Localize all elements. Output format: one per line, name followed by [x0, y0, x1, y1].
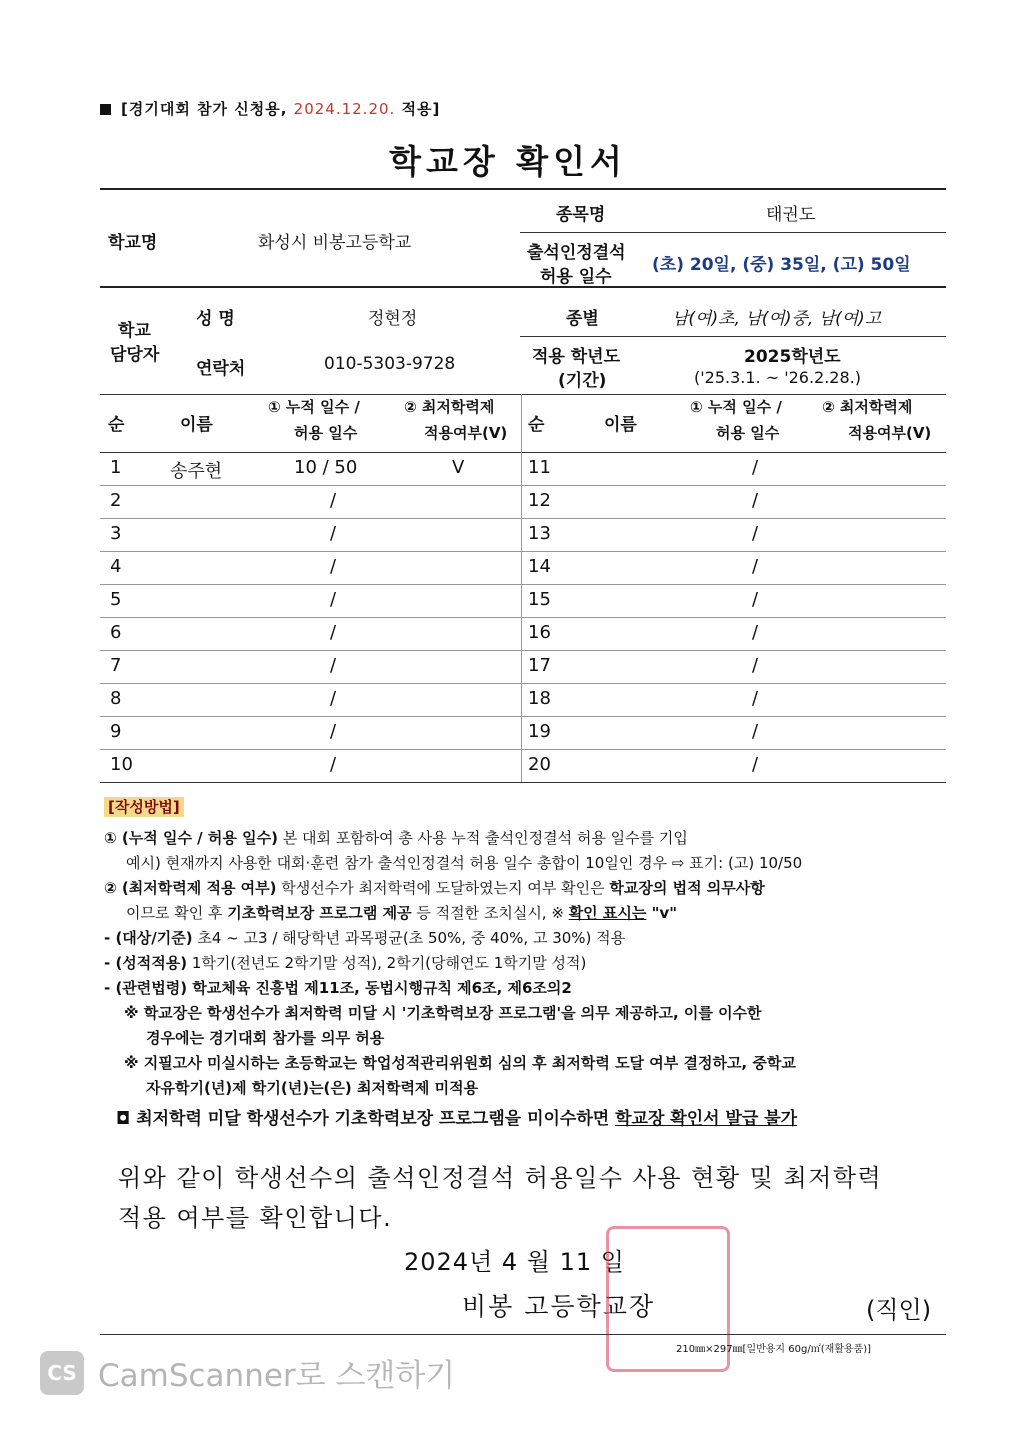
days-used: / [752, 457, 759, 478]
divider [520, 232, 946, 233]
col-name-right: 이름 [604, 415, 637, 435]
days-used: / [752, 688, 759, 709]
days-used: / [330, 589, 337, 610]
divider [100, 286, 946, 288]
days-used: / [752, 754, 759, 775]
row-divider [100, 617, 946, 618]
school-name-label: 학교명 [108, 233, 158, 253]
days-used: / [330, 556, 337, 577]
row-number: 12 [528, 490, 551, 511]
row-number: 17 [528, 655, 551, 676]
period-value: ('25.3.1. ~ '26.2.28.) [694, 368, 861, 387]
seal-label: (직인) [866, 1296, 932, 1324]
days-used: / [752, 655, 759, 676]
col-no-right: 순 [528, 415, 545, 435]
bullet-grades: - (성적적용) 1학기(전년도 2학기말 성적), 2학기(당해연도 1학기말 성적) [104, 954, 587, 972]
row-divider [100, 485, 946, 486]
absence-value: (초) 20일, (중) 35일, (고) 50일 [652, 255, 911, 275]
row-number: 16 [528, 622, 551, 643]
row-number: 3 [110, 523, 122, 544]
min-academic-check: V [452, 457, 465, 478]
page-title: 학교장 확인서 [389, 142, 627, 181]
col-name-left: 이름 [180, 415, 213, 435]
header-date: 2024.12.20. [293, 100, 396, 118]
warning-box: ◘ 최저학력 미달 학생선수가 기초학력보장 프로그램을 미이수하면 학교장 확인서 발급 불가 [116, 1109, 798, 1129]
remark-1: ※ 학교장은 학생선수가 최저학력 미달 시 '기초학력보장 프로그램'을 의무 제공하고, 이를 이수한 [124, 1004, 762, 1022]
school-principal: 비봉 고등학교장 [462, 1292, 655, 1321]
athlete-name: 송주현 [170, 461, 223, 482]
event-label: 종목명 [556, 205, 606, 225]
school-name: 화성시 비봉고등학교 [258, 233, 412, 253]
divider [100, 452, 946, 453]
bullet-target: - (대상/기준) 초4 ~ 고3 / 해당학년 과목평균(초 50%, 중 40%, 고 30%) 적용 [104, 929, 626, 947]
row-number: 14 [528, 556, 551, 577]
row-divider [100, 716, 946, 717]
row-number: 8 [110, 688, 122, 709]
row-number: 18 [528, 688, 551, 709]
remark-2-cont: 자유학기(년)제 학기(년)는(은) 최저학력제 미적용 [146, 1079, 479, 1097]
row-number: 10 [110, 754, 133, 775]
row-number: 20 [528, 754, 551, 775]
row-number: 6 [110, 622, 122, 643]
remark-1-cont: 경우에는 경기대회 참가를 의무 허용 [146, 1029, 385, 1047]
divider [100, 782, 946, 783]
days-used: 10 / 50 [294, 457, 358, 478]
row-number: 1 [110, 457, 122, 478]
days-used: / [752, 589, 759, 610]
divider [100, 1334, 946, 1335]
divider [100, 394, 946, 395]
col-min-right: ② 최저학력제 적용여부(V) [822, 398, 932, 442]
row-number: 7 [110, 655, 122, 676]
days-used: / [752, 523, 759, 544]
days-used: / [330, 655, 337, 676]
days-used: / [752, 490, 759, 511]
row-number: 19 [528, 721, 551, 742]
row-number: 13 [528, 523, 551, 544]
form-header: [경기대회 참가 신청용, 2024.12.20. 적용] [100, 98, 440, 119]
manager-contact: 010-5303-9728 [324, 354, 456, 374]
manager-label: 학교 [118, 321, 151, 341]
row-number: 2 [110, 490, 122, 511]
days-used: / [330, 754, 337, 775]
remark-2: ※ 지필고사 미실시하는 초등학교는 학업성적관리위원회 심의 후 최저학력 도달 여부 결정하고, 중학교 [124, 1054, 796, 1072]
days-used: / [752, 622, 759, 643]
event-value: 태권도 [766, 205, 816, 225]
row-divider [100, 749, 946, 750]
square-bullet-icon [100, 104, 111, 115]
divider [520, 336, 946, 337]
days-used: / [330, 523, 337, 544]
paper-spec: 210㎜×297㎜[일반용지 60g/㎡(재활용품)] [676, 1344, 872, 1355]
column-divider [521, 394, 522, 782]
confirmation-text: 위와 같이 학생선수의 출석인정결석 허용일수 사용 현황 및 최저학력 적용 여부를 확인합니다. [118, 1164, 883, 1232]
row-number: 11 [528, 457, 551, 478]
days-used: / [330, 721, 337, 742]
note-2-cont: 이므로 확인 후 기초학력보장 프로그램 제공 등 적절한 조치실시, ※ 확인 표시는 "v" [126, 904, 678, 922]
divider [100, 188, 946, 190]
year-label: 적용 학년도 [532, 347, 621, 367]
instructions-heading: [작성방법] [104, 797, 184, 817]
days-used: / [752, 556, 759, 577]
days-used: / [330, 688, 337, 709]
col-no-left: 순 [108, 415, 125, 435]
contact-label: 연락처 [196, 359, 246, 379]
row-divider [100, 584, 946, 585]
camscanner-logo-icon: CS [40, 1351, 84, 1395]
note-1: ① (누적 일수 / 허용 일수) 본 대회 포함하여 총 사용 누적 출석인정결석 허용 일수를 기입 [104, 829, 688, 847]
days-used: / [752, 721, 759, 742]
row-number: 15 [528, 589, 551, 610]
col-days-right: ① 누적 일수 / 허용 일수 [690, 398, 782, 442]
row-number: 9 [110, 721, 122, 742]
row-divider [100, 518, 946, 519]
col-days-left: ① 누적 일수 / 허용 일수 [268, 398, 360, 442]
row-divider [100, 551, 946, 552]
days-used: / [330, 490, 337, 511]
manager-name: 정현정 [368, 309, 418, 329]
name-label: 성 명 [196, 309, 235, 329]
row-divider [100, 683, 946, 684]
instructions [104, 795, 954, 1132]
row-number: 5 [110, 589, 122, 610]
row-divider [100, 650, 946, 651]
camscanner-watermark: CS CamScanner로 스캔하기 [40, 1350, 455, 1395]
bullet-law: - (관련법령) 학교체육 진흥법 제11조, 동법시행규칙 제6조, 제6조의2 [104, 979, 572, 997]
manager-label-2: 담당자 [110, 345, 160, 365]
issue-date: 2024년 4 월 11 일 [404, 1248, 625, 1276]
note-1-example: 예시) 현재까지 사용한 대회·훈련 참가 출석인정결석 허용 일수 총합이 10일인 경우 ⇨ 표기: (고) 10/50 [126, 854, 803, 872]
col-min-left: ② 최저학력제 적용여부(V) [404, 398, 508, 442]
absence-label: 출석인정결석 [527, 243, 626, 263]
row-number: 4 [110, 556, 122, 577]
note-2: ② (최저학력제 적용 여부) 학생선수가 최저학력에 도달하였는지 여부 확인은 학교장의 법적 의무사항 [104, 879, 765, 897]
days-used: / [330, 622, 337, 643]
year-value: 2025학년도 [744, 347, 841, 367]
gender-label: 종별 [566, 309, 599, 329]
absence-label-2: 허용 일수 [540, 267, 612, 287]
gender-value: 남(여)초, 남(여)중, 남(여)고 [672, 309, 882, 329]
year-label-2: (기간) [558, 371, 607, 391]
